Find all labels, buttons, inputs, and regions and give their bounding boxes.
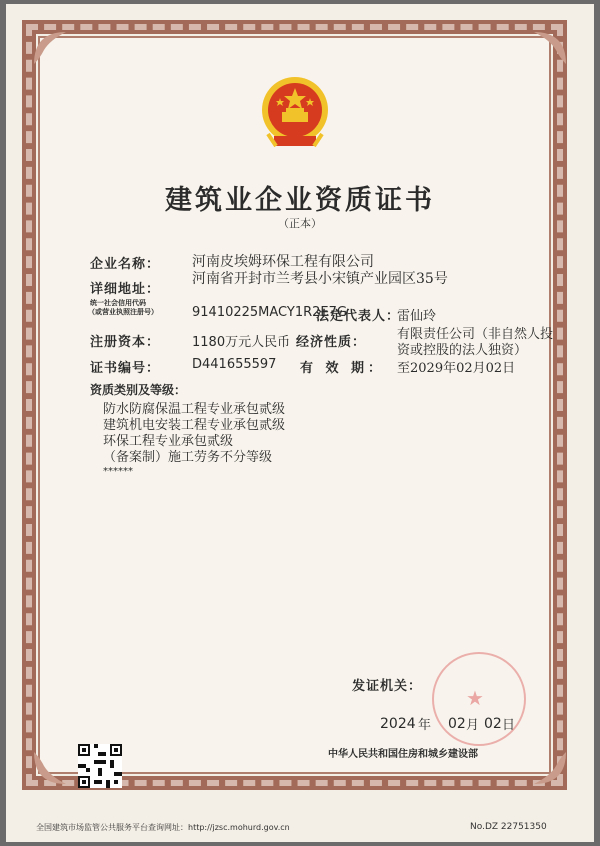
qualification-item: 建筑机电安装工程专业承包贰级 [103, 418, 286, 433]
qr-code-icon [78, 744, 122, 788]
address-value: 河南省开封市兰考县小宋镇产业园区35号 [192, 271, 448, 287]
certificate-number-value: D441655597 [192, 357, 277, 372]
registered-capital-value: 1180万元人民币 [192, 335, 291, 350]
issue-month-unit: 月 [466, 718, 480, 733]
issue-month: 02 [448, 716, 466, 732]
economic-nature-label: 经济性质： [296, 335, 367, 350]
corner-ornament-icon [30, 748, 70, 788]
certificate-subtitle: （正本） [278, 217, 322, 230]
certificate-number-label: 证书编号： [90, 361, 161, 376]
address-label: 详细地址： [90, 282, 161, 297]
legal-representative-value: 雷仙玲 [397, 309, 437, 324]
issue-day: 02 [484, 716, 502, 732]
economic-nature-value-line1: 有限责任公司（非自然人投 [397, 327, 554, 342]
corner-ornament-icon [30, 28, 70, 68]
corner-ornament-icon [530, 748, 570, 788]
qualifications-label: 资质类别及等级： [90, 383, 187, 397]
qualification-item: ****** [103, 466, 133, 477]
validity-value: 至2029年02月02日 [397, 361, 516, 376]
qualification-item: 防水防腐保温工程专业承包贰级 [103, 402, 286, 417]
corner-ornament-icon [530, 28, 570, 68]
company-name-value: 河南皮埃姆环保工程有限公司 [192, 254, 374, 270]
credit-code-value: 91410225MACY1R2E7G [192, 305, 347, 320]
footer-serial-number: No.DZ 22751350 [470, 822, 547, 832]
qualification-item: （备案制）施工劳务不分等级 [103, 450, 273, 465]
footer-website: 全国建筑市场监管公共服务平台查询网址：http://jzsc.mohurd.gov.cn [36, 823, 290, 832]
national-emblem-icon [258, 74, 332, 152]
issue-year: 2024 [380, 716, 416, 732]
issue-day-unit: 日 [502, 718, 516, 733]
qualification-item: 环保工程专业承包贰级 [103, 434, 234, 449]
issue-year-unit: 年 [418, 718, 432, 733]
seal-star-icon: ★ [466, 686, 484, 710]
issuer-name: 中华人民共和国住房和城乡建设部 [328, 749, 478, 760]
validity-label: 有 效 期： [300, 361, 386, 376]
credit-code-label-line1: 统一社会信用代码 [90, 299, 146, 307]
credit-code-label-line2: （或营业执照注册号） [88, 308, 158, 316]
economic-nature-value-line2: 资或控股的法人独资） [397, 343, 528, 358]
registered-capital-label: 注册资本： [90, 335, 161, 350]
certificate-title: 建筑业企业资质证书 [165, 185, 435, 216]
company-name-label: 企业名称： [90, 257, 161, 272]
issuer-label: 发证机关： [352, 679, 423, 694]
qualifications-list [103, 402, 285, 478]
legal-representative-label: 法定代表人： [316, 309, 401, 324]
